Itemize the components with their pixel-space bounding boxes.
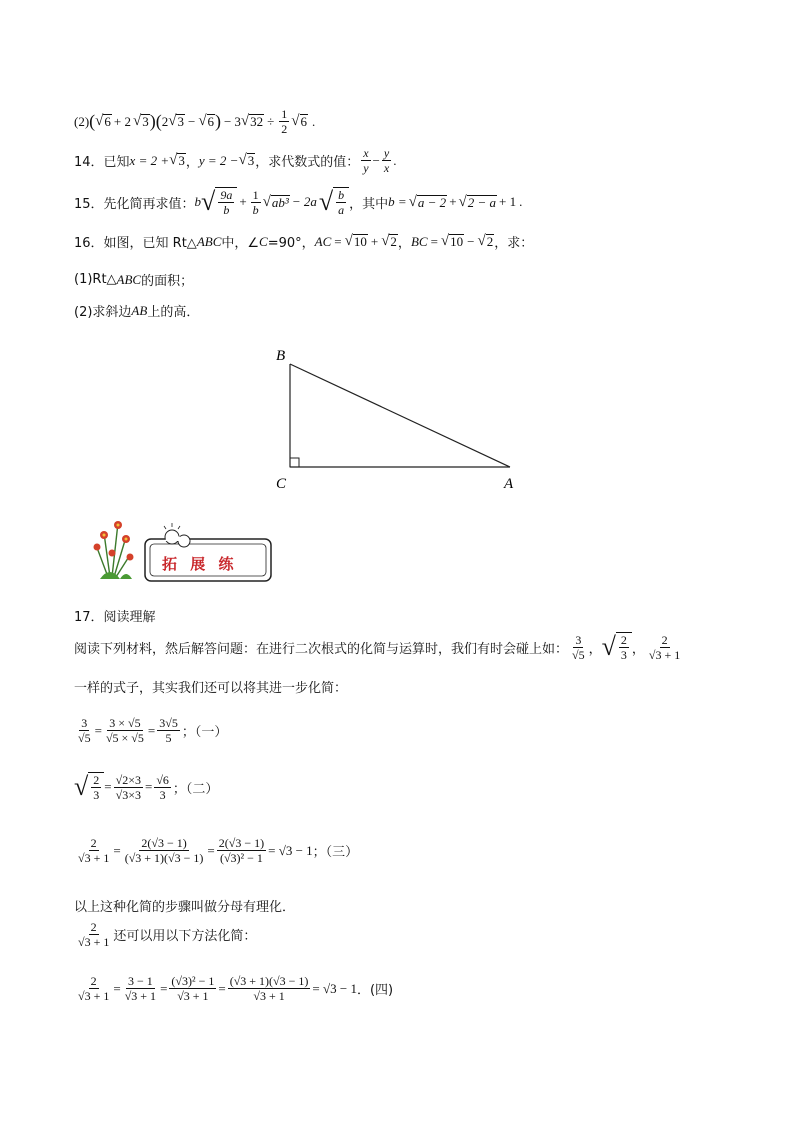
flower-illustration: [90, 515, 275, 585]
triangle-figure: [260, 340, 540, 500]
banner-title: 拓 展 练: [162, 555, 238, 573]
question-14: 14．已知 x = 2 + √ 3 ， y = 2 − √ 3 ，求代数式的值： $\frac{x}{y}$ − $\frac{y}{x}$ .: [74, 146, 397, 175]
q13-label: (2): [74, 113, 90, 129]
right-angle-mark: [290, 458, 299, 467]
vertex-label-c: C: [276, 476, 287, 492]
derivation-4: $\frac{2}{√3 + 1}$ = $\frac{3 - 1}{√3 + 1}$ = $\frac{\text{(√3)² − 1}}{√3 + 1}$ = $\frac{(√3 + 1)(√3 - 1)}{√3 + 1}$ = √3 − 1 ．(四): [78, 974, 394, 1003]
side-ab: [290, 364, 510, 467]
sqrt: √ 3: [169, 152, 185, 168]
question-16-part1: (1)Rt△ ABC 的面积；: [74, 271, 194, 289]
fraction-2-over-sqrt3plus1: $\frac{2}{√3 + 1}$: [648, 632, 681, 662]
fraction-y-over-x: $\frac{y}{x}$: [383, 146, 390, 175]
question-16: 16．如图，已知 Rt△ ABC 中，∠ C =90°， AC = √ 10 + √ 2 ， BC = √ 10 − √ 2 ，求：: [74, 233, 534, 251]
sqrt-fraction: √ $\frac{2}{3}$: [602, 632, 632, 662]
fraction-half: $\frac{1}{2}$: [281, 107, 288, 136]
question-16-part2: (2)求斜边 AB 上的高．: [74, 302, 200, 320]
sqrt: √ ab³: [262, 193, 289, 210]
sqrt: √ 6: [198, 113, 215, 129]
alternative-intro: $\frac{2}{√3 + 1}$ 还可以用以下方法化简：: [78, 920, 257, 949]
fraction-1-over-b: $\frac{1}{b}$: [252, 187, 259, 217]
rationalization-note: 以上这种化简的步骤叫做分母有理化．: [74, 900, 296, 915]
sqrt-fraction: √ $\frac{9a}{b}$: [201, 187, 237, 217]
vertex-label-a: A: [504, 476, 514, 492]
question-17-intro: 阅读下列材料，然后解答问题：在进行二次根式的化简与运算时，我们有时会碰上如： $\frac{3}{√5}$ ， √ $\frac{2}{3}$ ， $\frac{2}{√3 + 1}$: [74, 632, 681, 662]
fraction-3-over-sqrt5: $\frac{3}{√5}$: [572, 632, 585, 662]
vertex-label-b: B: [276, 348, 286, 364]
sqrt: √ 10: [344, 233, 367, 249]
sqrt: √ 10: [440, 233, 464, 249]
fraction-x-over-y: $\frac{x}{y}$: [363, 146, 369, 175]
sqrt: √ 3: [168, 113, 184, 129]
section-banner: [90, 515, 275, 585]
derivation-3: $\frac{2}{√3 + 1}$ = $\frac{2(√3 - 1)}{(√3 + 1)(√3 - 1)}$ = $\frac{2(√3 - 1)}{\text{(√3)² − 1}}$ = √3 − 1 ；（三）: [78, 836, 359, 865]
sqrt: √ 32: [240, 113, 264, 129]
sqrt: √ a − 2: [408, 193, 447, 210]
sqrt: √ 2: [381, 233, 397, 249]
sqrt: √ 2: [477, 233, 494, 249]
sqrt-fraction: √ $\frac{b}{a}$: [319, 187, 349, 217]
derivation-2: √ $\frac{2}{3}$ = $\frac{√2\times 3}{√3\times 3}$ = $\frac{√6}{3}$ ；（二）: [74, 772, 219, 802]
question-15: 15．先化简再求值： b √ $\frac{9a}{b}$ + $\frac{1}{b}$ √ ab³ − 2a √ $\frac{b}{a}$ ，其中 b = √ a − 2 + √ 2 − a + 1 .: [74, 187, 523, 217]
question-17-title: 17．阅读理解: [74, 610, 156, 625]
sqrt: √ 6: [95, 113, 111, 129]
sqrt: √ 2 − a: [458, 193, 497, 210]
sqrt: √ 6: [291, 113, 307, 129]
question-17-intro2: 一样的式子，其实我们还可以将其进一步化简：: [74, 681, 348, 696]
sqrt: √ 3: [238, 152, 255, 168]
sqrt: √ 3: [133, 113, 149, 129]
q13-part2: (2) ( √ 6 + 2 √ 3 )( 2 √ 3 − √ 6 ) − 3 √ 32 ÷ $\frac{1}{2}$ √ 6 .: [74, 107, 316, 136]
derivation-1: $\frac{3}{√5}$ = $\frac{3 \times √5}{√5 \times √5}$ = $\frac{3√5}{5}$ ；（一）: [78, 716, 228, 745]
